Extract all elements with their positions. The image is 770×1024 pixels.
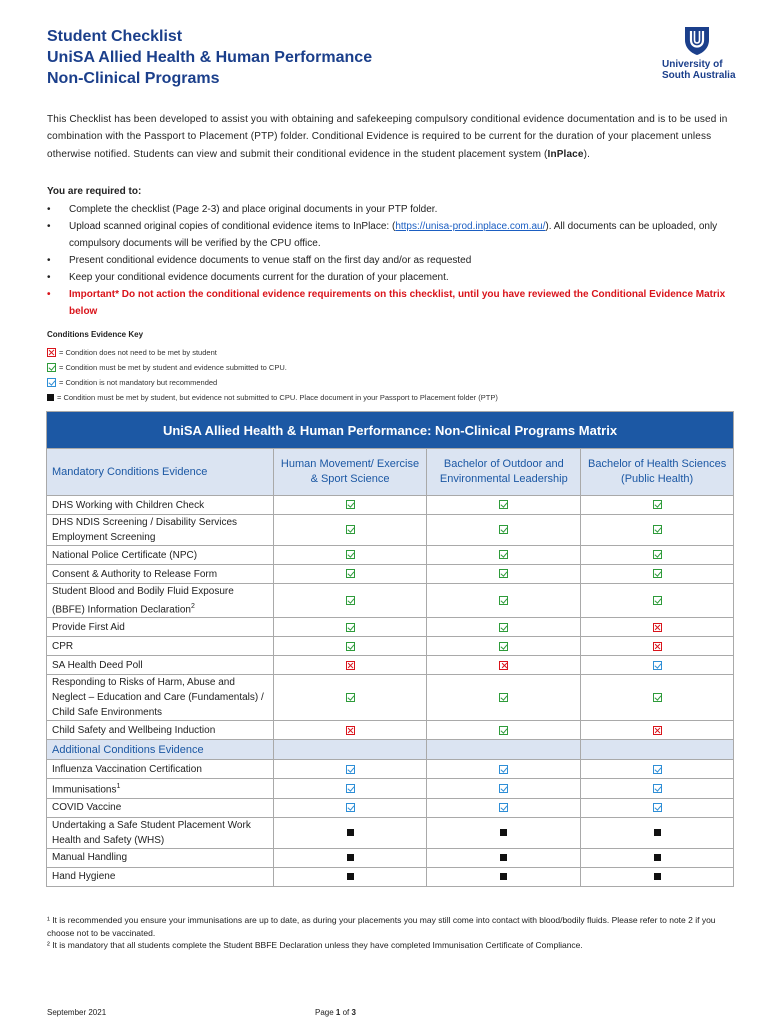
green-check-icon bbox=[653, 693, 662, 702]
condition-cell bbox=[273, 637, 427, 656]
blue-check-icon bbox=[346, 803, 355, 812]
condition-label: Undertaking a Safe Student Placement Work Health and Safety (WHS) bbox=[47, 817, 274, 848]
conditions-matrix bbox=[46, 411, 734, 887]
condition-cell bbox=[427, 867, 581, 886]
green-check-icon bbox=[499, 550, 508, 559]
condition-label: CPR bbox=[47, 637, 274, 656]
black-square-icon bbox=[347, 829, 354, 836]
condition-cell bbox=[427, 656, 581, 675]
green-check-icon bbox=[499, 596, 508, 605]
table-row bbox=[47, 675, 734, 721]
blue-check-icon bbox=[653, 803, 662, 812]
blue-check-icon bbox=[653, 661, 662, 670]
blue-check-icon bbox=[47, 378, 56, 387]
condition-label: Consent & Authority to Release Form bbox=[47, 565, 274, 584]
key-heading: Conditions Evidence Key bbox=[47, 330, 144, 339]
condition-cell bbox=[273, 675, 427, 721]
condition-cell bbox=[427, 584, 581, 618]
footer-date: September 2021 bbox=[47, 1008, 107, 1017]
condition-cell bbox=[581, 515, 734, 546]
list-item: • Upload scanned original copies of conditional evidence items to InPlace: (https://unisa-prod.inplace.com.au/). All documents can be uploaded, only compulsory documents will be verified by the CPU office. bbox=[47, 218, 737, 252]
condition-label: DHS Working with Children Check bbox=[47, 496, 274, 515]
condition-label: Child Safety and Wellbeing Induction bbox=[47, 721, 274, 740]
additional-heading: Additional Conditions Evidence bbox=[47, 740, 274, 760]
green-check-icon bbox=[653, 525, 662, 534]
blue-check-icon bbox=[346, 784, 355, 793]
red-cross-icon bbox=[653, 642, 662, 651]
green-check-icon bbox=[346, 550, 355, 559]
matrix-title-row bbox=[47, 412, 734, 449]
black-square-icon bbox=[654, 854, 661, 861]
condition-cell bbox=[427, 848, 581, 867]
green-check-icon bbox=[346, 525, 355, 534]
green-check-icon bbox=[346, 500, 355, 509]
green-check-icon bbox=[499, 642, 508, 651]
condition-cell bbox=[581, 848, 734, 867]
green-check-icon bbox=[499, 693, 508, 702]
condition-label: SA Health Deed Poll bbox=[47, 656, 274, 675]
logo-text: University of South Australia bbox=[662, 59, 736, 81]
green-check-icon bbox=[653, 500, 662, 509]
condition-cell bbox=[427, 798, 581, 817]
title-line-3: Non-Clinical Programs bbox=[47, 70, 220, 87]
red-cross-icon bbox=[653, 623, 662, 632]
green-check-icon bbox=[499, 500, 508, 509]
unisa-logo bbox=[662, 26, 742, 81]
green-check-icon bbox=[47, 363, 56, 372]
footnote-1: ¹ It is recommended you ensure your immunisations are up to date, as during your placements you may still come into contact with blood/bodily fluids. Please refer to note 2 if you choose not to be vaccinated. bbox=[47, 915, 716, 938]
black-square-icon bbox=[500, 873, 507, 880]
page-number: Page 1 of 3 bbox=[315, 1008, 356, 1017]
black-square-icon bbox=[654, 873, 661, 880]
table-row bbox=[47, 584, 734, 618]
condition-cell bbox=[581, 675, 734, 721]
table-row bbox=[47, 496, 734, 515]
condition-label: National Police Certificate (NPC) bbox=[47, 546, 274, 565]
condition-cell bbox=[427, 675, 581, 721]
black-square-icon bbox=[654, 829, 661, 836]
list-item: • Present conditional evidence documents to venue staff on the first day and/or as requested bbox=[47, 252, 737, 269]
column-header: Bachelor of Outdoor and Environmental Leadership bbox=[427, 449, 581, 496]
condition-cell bbox=[581, 798, 734, 817]
mandatory-heading: Mandatory Conditions Evidence bbox=[47, 449, 274, 496]
table-row bbox=[47, 546, 734, 565]
condition-cell bbox=[273, 817, 427, 848]
list-item: • Complete the checklist (Page 2-3) and place original documents in your PTP folder. bbox=[47, 201, 737, 218]
condition-cell bbox=[581, 618, 734, 637]
condition-cell bbox=[273, 515, 427, 546]
table-row bbox=[47, 779, 734, 798]
unisa-crest-icon bbox=[684, 26, 710, 56]
inplace-link[interactable]: https://unisa-prod.inplace.com.au/ bbox=[395, 221, 546, 232]
condition-cell bbox=[581, 496, 734, 515]
condition-cell bbox=[273, 584, 427, 618]
condition-cell bbox=[581, 584, 734, 618]
red-cross-icon bbox=[346, 661, 355, 670]
key-item: = Condition does not need to be met by student bbox=[47, 345, 498, 360]
additional-section-row bbox=[47, 740, 734, 760]
green-check-icon bbox=[653, 569, 662, 578]
condition-cell bbox=[273, 546, 427, 565]
condition-cell bbox=[273, 496, 427, 515]
condition-cell bbox=[427, 817, 581, 848]
condition-cell bbox=[427, 496, 581, 515]
footnotes bbox=[47, 914, 737, 952]
condition-label: DHS NDIS Screening / Disability Services Employment Screening bbox=[47, 515, 274, 546]
table-row bbox=[47, 848, 734, 867]
blue-check-icon bbox=[499, 784, 508, 793]
table-row bbox=[47, 760, 734, 779]
condition-cell bbox=[427, 779, 581, 798]
black-square-icon bbox=[500, 854, 507, 861]
condition-cell bbox=[273, 760, 427, 779]
black-square-icon bbox=[47, 394, 54, 401]
document-title bbox=[47, 26, 372, 89]
condition-cell bbox=[581, 779, 734, 798]
condition-cell bbox=[581, 637, 734, 656]
condition-label: Provide First Aid bbox=[47, 618, 274, 637]
condition-cell bbox=[273, 798, 427, 817]
condition-cell bbox=[427, 515, 581, 546]
green-check-icon bbox=[346, 642, 355, 651]
table-row bbox=[47, 565, 734, 584]
required-heading: You are required to: bbox=[47, 186, 142, 197]
condition-cell bbox=[581, 817, 734, 848]
condition-label: Student Blood and Bodily Fluid Exposure (BBFE) Information Declaration$^2$ bbox=[47, 584, 274, 618]
condition-cell bbox=[273, 656, 427, 675]
green-check-icon bbox=[346, 596, 355, 605]
blue-check-icon bbox=[653, 765, 662, 774]
condition-cell bbox=[273, 618, 427, 637]
title-line-1: Student Checklist bbox=[47, 28, 183, 45]
condition-cell bbox=[273, 721, 427, 740]
condition-cell bbox=[427, 637, 581, 656]
condition-cell bbox=[581, 867, 734, 886]
green-check-icon bbox=[653, 596, 662, 605]
column-header: Human Movement/ Exercise & Sport Science bbox=[273, 449, 427, 496]
condition-cell bbox=[273, 779, 427, 798]
green-check-icon bbox=[346, 623, 355, 632]
black-square-icon bbox=[347, 854, 354, 861]
green-check-icon bbox=[499, 726, 508, 735]
condition-cell bbox=[273, 848, 427, 867]
footnote-2: ² It is mandatory that all students complete the Student BBFE Declaration unless they have completed Immunisation Certificate of Compliance. bbox=[47, 940, 583, 950]
key-item: = Condition must be met by student, but evidence not submitted to CPU. Place document in your Passport to Placement folder (PTP) bbox=[47, 390, 498, 405]
condition-label: Influenza Vaccination Certification bbox=[47, 760, 274, 779]
table-row bbox=[47, 721, 734, 740]
required-list bbox=[47, 201, 737, 320]
condition-cell bbox=[581, 656, 734, 675]
blue-check-icon bbox=[499, 803, 508, 812]
red-cross-icon bbox=[47, 348, 56, 357]
condition-cell bbox=[427, 721, 581, 740]
matrix-title: UniSA Allied Health & Human Performance: Non-Clinical Programs Matrix bbox=[47, 412, 734, 449]
green-check-icon bbox=[346, 693, 355, 702]
condition-cell bbox=[581, 760, 734, 779]
condition-label: Responding to Risks of Harm, Abuse and Neglect – Education and Care (Fundamentals) / Child Safe Environments bbox=[47, 675, 274, 721]
green-check-icon bbox=[499, 525, 508, 534]
green-check-icon bbox=[653, 550, 662, 559]
green-check-icon bbox=[499, 569, 508, 578]
black-square-icon bbox=[347, 873, 354, 880]
table-row bbox=[47, 515, 734, 546]
table-row bbox=[47, 867, 734, 886]
red-cross-icon bbox=[499, 661, 508, 670]
table-row bbox=[47, 656, 734, 675]
blue-check-icon bbox=[653, 784, 662, 793]
condition-cell bbox=[581, 565, 734, 584]
table-row bbox=[47, 637, 734, 656]
table-row bbox=[47, 798, 734, 817]
blue-check-icon bbox=[346, 765, 355, 774]
condition-label: Immunisations$^1$ bbox=[47, 779, 274, 798]
condition-cell bbox=[427, 760, 581, 779]
list-item: • Important* Do not action the conditional evidence requirements on this checklist, until you have reviewed the Conditional Evidence Matrix below bbox=[47, 286, 737, 320]
condition-label: Manual Handling bbox=[47, 848, 274, 867]
condition-cell bbox=[427, 618, 581, 637]
green-check-icon bbox=[499, 623, 508, 632]
column-header: Bachelor of Health Sciences (Public Health) bbox=[581, 449, 734, 496]
red-cross-icon bbox=[653, 726, 662, 735]
condition-cell bbox=[273, 565, 427, 584]
table-row bbox=[47, 618, 734, 637]
matrix-column-headers bbox=[47, 449, 734, 496]
black-square-icon bbox=[500, 829, 507, 836]
key-item: = Condition must be met by student and evidence submitted to CPU. bbox=[47, 360, 498, 375]
condition-cell bbox=[581, 721, 734, 740]
condition-cell bbox=[581, 546, 734, 565]
red-cross-icon bbox=[346, 726, 355, 735]
blue-check-icon bbox=[499, 765, 508, 774]
condition-cell bbox=[427, 565, 581, 584]
green-check-icon bbox=[346, 569, 355, 578]
key-item: = Condition is not mandatory but recommended bbox=[47, 375, 498, 390]
list-item: • Keep your conditional evidence documents current for the duration of your placement. bbox=[47, 269, 737, 286]
condition-label: Hand Hygiene bbox=[47, 867, 274, 886]
evidence-key bbox=[47, 345, 498, 405]
title-line-2: UniSA Allied Health & Human Performance bbox=[47, 49, 373, 66]
table-row bbox=[47, 817, 734, 848]
intro-paragraph: This Checklist has been developed to assist you with obtaining and safekeeping compulsory conditional evidence documentation and is to be used in combination with the Passport to Placement (PTP) folder. Conditional Evidence is required to be current for the duration of your placement unless otherwise notified. Students can view and submit their conditional evidence in the student placement system (InPlace). bbox=[47, 114, 728, 160]
condition-cell bbox=[427, 546, 581, 565]
condition-cell bbox=[273, 867, 427, 886]
condition-label: COVID Vaccine bbox=[47, 798, 274, 817]
